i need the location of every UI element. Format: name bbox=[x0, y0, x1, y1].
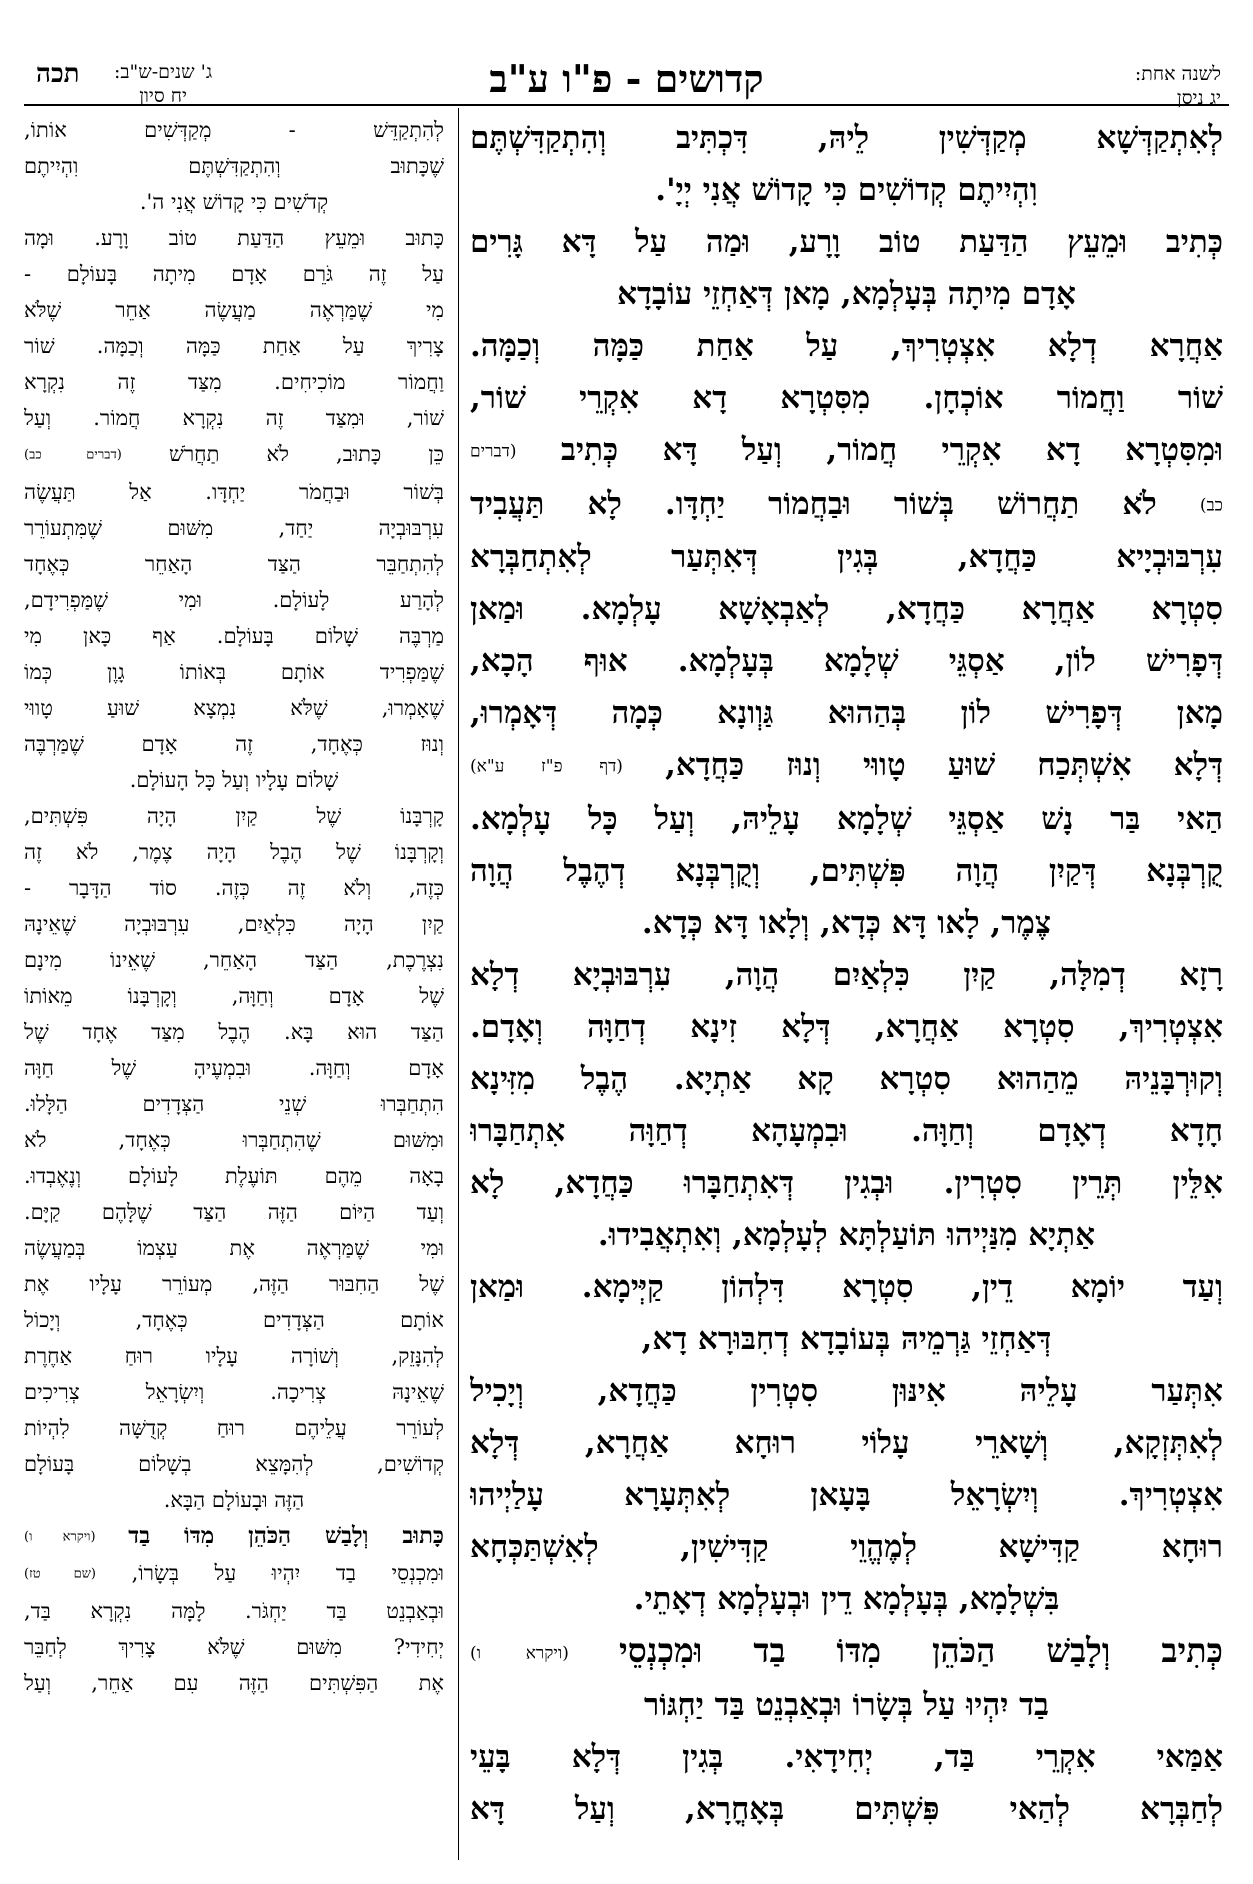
main-line: לְחַבְּרָא לְהַאי פִּשְׁתִּים בְּאָחֳרָא, וְעַל דָּא bbox=[470, 1791, 1223, 1827]
main-line: חָדָא דְאָדָם וְחַוָּה. וּבִמְעָהָא דְחַוָּה אִתְחַבָּרוּ bbox=[470, 1112, 1223, 1149]
main-line-text: לֹא תַחֲרוֹשׁ בְּשׁוֹר וּבַחֲמוֹר יַחְדָּו. לָא תַּעֲבִיד bbox=[470, 485, 1157, 522]
source-ref: (דברים bbox=[470, 441, 517, 462]
header-right-line2: יג ניסן bbox=[1176, 87, 1221, 109]
main-line: אִלֵּין תְּרֵין סִטְרִין. וּבְגִין דְּאִתְחַבָּרוּ כַּחֲדָא, לָא bbox=[470, 1164, 1223, 1201]
main-line: אַתְיָא מִנַּיְיהוּ תּוֹעַלְתָּא לְעָלְמָא, וְאִתְאֲבִידוּ. bbox=[597, 1216, 1096, 1253]
side-line: לְהִתְחַבֵּר הַצַּד הָאַחֵר כְּאֶחָד bbox=[24, 551, 444, 576]
source-ref: (דברים כב) bbox=[24, 447, 122, 463]
main-line: דְּפָרִישׁ לוֹן, אַסְגֵּי שְׁלָמָא בְּעָלְמָא. אוּף הָכָא, bbox=[470, 643, 1223, 679]
side-line-text: כָּתוּב וְלָבַשׁ הַכֹּהֵן מִדּוֹ בַד bbox=[128, 1522, 444, 1549]
side-line: שֶׁמַּפְרִיד אוֹתָם בְּאוֹתוֹ גָוֶן כְּמוֹ bbox=[24, 659, 444, 684]
main-line: לְאִתְקַדְּשָׁא מְקַדְּשִׁין לֵיהּ, דִּכְתִּיב וְהִתְקַדִּשְׁתֶּם bbox=[470, 120, 1223, 156]
column-divider bbox=[458, 108, 459, 1860]
main-line: סִטְרָא אַחֲרָא כַּחֲדָא, לְאַבְאָשָׁא עָלְמָא. וּמַאן bbox=[470, 591, 1223, 627]
source-ref: (שם טז) bbox=[24, 1566, 97, 1582]
side-line: וְקָרְבָּנוֹ שֶׁל הֶבֶל הָיָה צֶמֶר, לֹא זֶה bbox=[24, 839, 444, 864]
side-line: בְּשׁוֹר וּבַחֲמֹר יַחְדָּו. אַל תַּעֲשֶׂה bbox=[24, 479, 444, 504]
main-line: בִּשְׁלָמָא, בְּעָלְמָא דֵין וּבְעָלְמָא דְאָתֵי. bbox=[633, 1580, 1060, 1617]
main-line-text: וּמִסִּטְרָא דָא אִקְרֵי חֲמוֹר, וְעַל דָּא כְּתִיב bbox=[561, 432, 1223, 468]
side-line: קַיִן הָיָה כִּלְאַיִם, עִרְבּוּבְיָה שֶׁאֵינָהּ bbox=[24, 911, 444, 936]
side-line: לְעוֹרֵר עֲלֵיהֶם רוּחַ קְדֻשָּׁה לִהְיוֹת bbox=[24, 1415, 444, 1440]
main-line: מָאן דְּפָרִישׁ לוֹן בְּהַהוּא גַּוְונָא כְּמָה דְּאָמְרוּ, bbox=[470, 695, 1223, 731]
side-line: קָרְבָּנוֹ שֶׁל קַיִן הָיָה פִּשְׁתִּים, bbox=[24, 803, 444, 828]
side-line: אוֹתָם הַצְּדָדִים כְּאֶחָד, וְיָכוֹל bbox=[24, 1307, 444, 1332]
main-line: רָזָא דְמִלָּה, קַיִן כִּלְאַיִם הֲוָה, עִרְבּוּבְיָא דְלָא bbox=[470, 956, 1223, 993]
side-line: שָׁלוֹם עָלָיו וְעַל כָּל הָעוֹלָם. bbox=[129, 767, 339, 792]
side-line: קְדֹשִׁים כִּי קָדוֹשׁ אֲנִי ה'. bbox=[139, 190, 329, 214]
main-line: עִרְבּוּבְיָיא כַּחֲדָא, בְּגִין דְּאִתְּעַר לְאִתְחַבְּרָא bbox=[470, 539, 1223, 575]
side-line: מַרְבֶּה שָׁלוֹם בָּעוֹלָם. אַף כָּאן מִי bbox=[24, 623, 444, 648]
main-line: וְעַד יוֹמָא דֵין, סִטְרָא דִּלְהוֹן קַיְּימָא. וּמַאן bbox=[470, 1268, 1223, 1305]
side-line: שֶׁאֵינָהּ צְרִיכָה. וְיִשְׂרָאֵל צְרִיכִים bbox=[24, 1379, 444, 1404]
translation-column bbox=[24, 112, 444, 1701]
side-line: נִצְרֶכֶת, הַצַּד הָאַחֵר, שֶׁאֵינוֹ מִינָם bbox=[24, 947, 444, 972]
main-line: הַאי בַּר נָשׁ אַסְגֵּי שְׁלָמָא עָלֵיהּ, וְעַל כָּל עָלְמָא. bbox=[470, 800, 1223, 837]
main-line-text: דְּלָא אִשְׁתְּכַח שׁוּעַ טָווּי וְנוּז כַּחֲדָא, bbox=[665, 747, 1223, 783]
side-line: וְעַד הַיּוֹם הַזֶּה הַצַּד שֶׁלָּהֶם קַיָּם. bbox=[24, 1199, 444, 1224]
side-line: שֶׁאָמְרוּ, שֶׁלֹּא נִמְצָא שׁוּעַ טָווּי bbox=[24, 695, 444, 720]
side-line: עַל זֶה גֹּרֵם אָדָם מִיתָה בָּעוֹלָם - bbox=[24, 262, 444, 286]
side-line bbox=[24, 1518, 444, 1556]
main-line: לְאִתְּזְקָא, וְשָׁארֵי עָלוֹי רוּחָא אַחֲרָא, דְּלָא bbox=[470, 1424, 1223, 1461]
side-line: צָרִיךְ עַל אַחַת כַּמָּה וְכַמָּה. שׁוֹר bbox=[24, 334, 444, 358]
header-left-line2: יח סיון bbox=[139, 85, 187, 107]
side-line: הַזֶּה וּבָעוֹלָם הַבָּא. bbox=[163, 1487, 305, 1512]
side-line: בָאָה מֵהֶם תּוֹעֶלֶת לָעוֹלָם וְנֶאֶבְדוּ. bbox=[24, 1163, 444, 1188]
header-right-line1: לשנה אחת: bbox=[1134, 63, 1221, 85]
source-ref: (ויקרא ו) bbox=[470, 1643, 569, 1663]
side-line: וְנוּז כְּאֶחָד, זֶה אָדָם שֶׁמַּרְבֶּה bbox=[24, 731, 444, 756]
main-line bbox=[470, 424, 1223, 478]
main-line: אַמַּאי אִקְרֵי בַּד, יְחִידָאִי. בְּגִין דְּלָא בָּעֵי bbox=[470, 1739, 1223, 1775]
main-line: אִצְטְרִיךְ. וְיִשְׂרָאֵל בָּעָאן לְאִתְּעָרָא עָלַיְיהוּ bbox=[470, 1476, 1223, 1513]
main-line bbox=[470, 478, 1223, 532]
side-line: הַצַּד הוּא בָּא. הֶבֶל מִצַּד אֶחָד שֶׁל bbox=[24, 1019, 444, 1044]
main-line: שׁוֹר וַחֲמוֹר אוֹכְחָן. מִסִּטְרָא דָא אִקְרֵי שׁוֹר, bbox=[470, 380, 1223, 416]
main-line: צֶמֶר, לָאו דָּא כְּדָא, וְלָאו דָּא כְּדָא. bbox=[641, 904, 1052, 941]
page-number: תכה bbox=[36, 59, 80, 89]
side-line: וּמִי שֶׁמַּרְאֶה אֶת עַצְמוֹ בְּמַעֲשֶׂה bbox=[24, 1235, 444, 1260]
main-line bbox=[470, 1625, 1223, 1680]
side-line bbox=[24, 436, 444, 474]
side-line: הִתְחַבְּרוּ שְׁנֵי הַצְּדָדִים הַלָּלוּ. bbox=[24, 1091, 444, 1116]
source-ref: (ויקרא ו) bbox=[24, 1529, 96, 1544]
main-line: קֻרְבְּנָא דְּקַיִן הֲוָה פִּשְׁתִּים, וְקֻרְבְּנָא דְהֶבֶל הֲוָה bbox=[470, 852, 1223, 889]
side-line: כְּזֶה, וְלֹא זֶה כְּזֶה. סוֹד הַדָּבָר - bbox=[24, 875, 444, 900]
side-line: יְחִידִי? מִשּׁוּם שֶׁלֹּא צָרִיךְ לְחַבֵּר bbox=[24, 1634, 444, 1659]
side-line-text: כֵּן כָּתוּב, לֹא תַחֲרֹשׁ bbox=[168, 442, 444, 466]
side-line: עִרְבּוּבְיָה יַחַד, מִשּׁוּם שֶׁמִּתְעוֹרֵר bbox=[24, 515, 444, 540]
main-line: אִצְטְרִיךְ, סִטְרָא אַחֲרָא, דְּלָא זִינָא דְחַוָּה וְאָדָם. bbox=[470, 1008, 1223, 1045]
main-line bbox=[470, 739, 1223, 793]
source-ref: כב) bbox=[1199, 495, 1223, 515]
main-line: אַחֲרָא דְלָא אִצְטְרִיךְ, עַל אַחַת כַּמָּה וְכַמָּה. bbox=[470, 328, 1223, 364]
side-line: שׁוֹר, וּמִצַּד זֶה נִקְרָא חֲמוֹר. וְעַל bbox=[24, 406, 444, 430]
main-text-column bbox=[470, 112, 1223, 1835]
main-line: וְקוּרְבָּנֵיהּ מֵהַהוּא סִטְרָא קָא אַתְיָא. הֶבֶל מִזִּינָא bbox=[470, 1060, 1223, 1097]
side-line: שֶׁכָּתוּב וְהִתְקַדִּשְׁתֶּם וִהְיִיתֶם bbox=[24, 154, 444, 178]
side-line: כָּתוּב וּמֵעֵץ הַדַּעַת טוֹב וָרָע. וּמָה bbox=[24, 226, 444, 250]
side-line: אֶת הַפִּשְׁתִּים הַזֶּה עִם אַחֵר, וְעַל bbox=[24, 1670, 444, 1695]
main-line: כְּתִיב וּמֵעֵץ הַדַּעַת טוֹב וָרָע, וּמַה עַל דָּא גָּרִים bbox=[470, 224, 1223, 260]
side-line: אָדָם וְחַוָּה. וּבִמְעֶיהָ שֶׁל חַוָּה bbox=[24, 1055, 444, 1080]
side-line: וּמִשּׁוּם שֶׁהִתְחַבְּרוּ כְּאֶחָד, לֹא bbox=[24, 1127, 444, 1152]
main-line: בַד יִהְיוּ עַל בְּשָׂרוֹ וּבְאַבְנֵט בַּד יַחְגּוֹר bbox=[644, 1687, 1049, 1723]
side-line: וַחֲמוֹר מוֹכִיחִים. מִצַּד זֶה נִקְרָא bbox=[24, 370, 444, 394]
main-line: דְּאַחְזֵי גַּרְמֵיהּ בְּעוֹבָדָא דְחִבּוּרָא דָא, bbox=[641, 1320, 1052, 1357]
side-line: שֶׁל הַחִבּוּר הַזֶּה, מְעוֹרֵר עָלָיו אֶת bbox=[24, 1271, 444, 1296]
side-line bbox=[24, 1555, 444, 1593]
side-line: לְהָרַע לָעוֹלָם. וּמִי שֶׁמַּפְרִידָם, bbox=[24, 587, 444, 612]
page-title: קדושים - פ"ו ע"ב bbox=[489, 56, 764, 101]
source-ref: (דף פ"ז ע"א) bbox=[470, 756, 623, 777]
header-left-line1: ג' שנים-ש"ב: bbox=[114, 61, 213, 83]
main-line: רוּחָא קַדִּישָׁא לְמֶהֱוֵי קַדִּישִׁין, לְאִשְׁתַּכְּחָא bbox=[470, 1528, 1223, 1565]
side-line: לְהִתְקַדֵּשׁ - מְקַדְּשִׁים אוֹתוֹ, bbox=[24, 118, 444, 142]
header-rule bbox=[24, 104, 1229, 106]
side-line: לְהִנָּזֵק, וְשׁוֹרָה עָלָיו רוּחַ אַחֶרֶת bbox=[24, 1343, 444, 1368]
main-line: אָדָם מִיתָה בְּעָלְמָא, מָאן דְּאַחְזֵי עוֹבָדָא bbox=[617, 276, 1076, 312]
side-line: וּבְאַבְנֵט בַּד יַחְגֹּר. לָמָּה נִקְרָא בַּד, bbox=[24, 1598, 444, 1623]
side-line: מִי שֶׁמַּרְאֶה מַעֲשֶׂה אַחֵר שֶׁלֹּא bbox=[24, 298, 444, 322]
main-line: אִתְּעַר עָלֵיהּ אִינּוּן סִטְרִין כַּחֲדָא, וְיָכִיל bbox=[470, 1372, 1223, 1409]
main-line-text: כְּתִיב וְלָבַשׁ הַכֹּהֵן מִדּוֹ בַד וּמִכְנְסֵי bbox=[618, 1630, 1223, 1670]
side-line: שֶׁל אָדָם וְחַוָּה, וְקָרְבָּנוֹ מֵאוֹתוֹ bbox=[24, 983, 444, 1008]
main-line: וִהְיִיתֶם קְדוֹשִׁים כִּי קָדוֹשׁ אֲנִי יְיָ'. bbox=[655, 172, 1038, 208]
side-line-text: וּמִכְנְסֵי בַד יִהְיוּ עַל בְּשָׂרוֹ, bbox=[131, 1561, 444, 1585]
side-line: קְדוֹשִׁים, לְהִמָּצֵא בְשָׁלוֹם בָּעוֹלָם bbox=[24, 1451, 444, 1476]
